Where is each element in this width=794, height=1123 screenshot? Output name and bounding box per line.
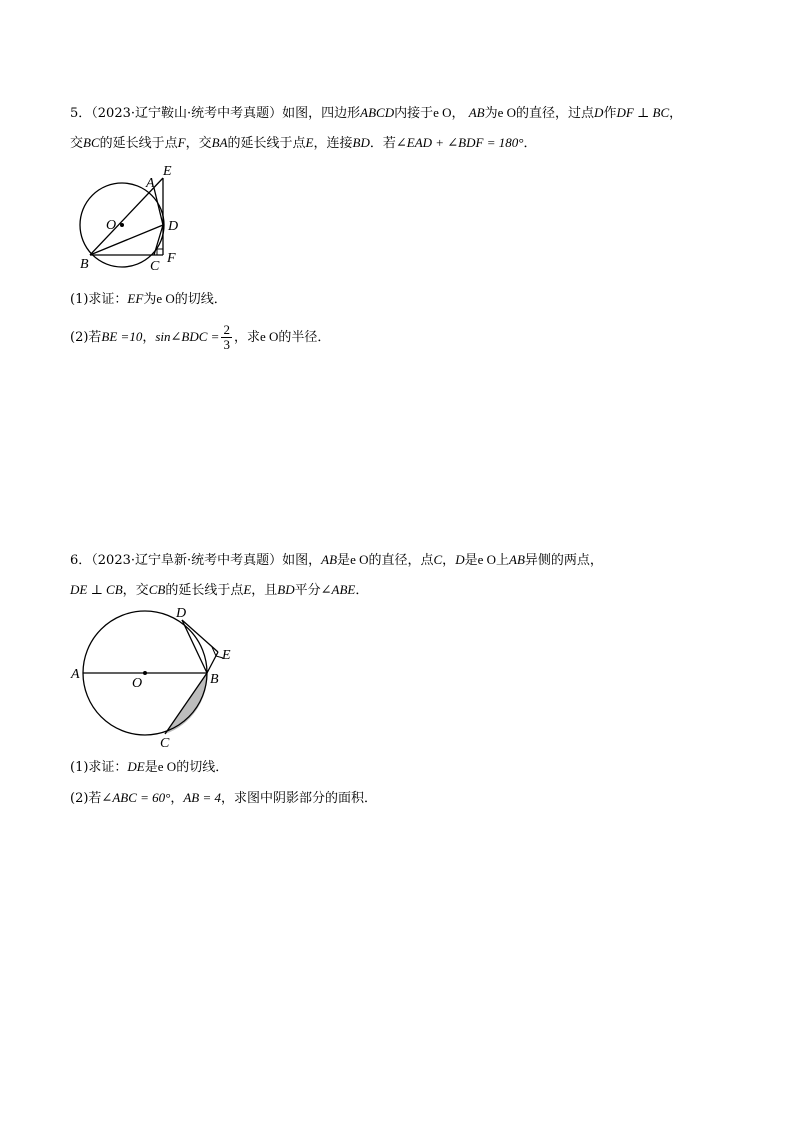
q5-figure — [70, 160, 190, 274]
q5-DF-perp-BC: DF ⊥ BC — [616, 105, 670, 120]
q5-source: （2023·辽宁鞍山·统考中考真题） — [91, 106, 283, 121]
q6-text: 平分 — [294, 583, 321, 598]
q5-ABCD: ABCD — [360, 105, 395, 120]
q5-number: 5． — [70, 106, 92, 121]
q5-F: F — [177, 135, 186, 150]
q6-text: (1)求证： — [70, 760, 128, 775]
q5-label-C: C — [150, 259, 160, 274]
q5-fraction-numerator: 2 — [223, 322, 230, 337]
q5-text: 作 — [603, 106, 617, 121]
q6-text: ， — [170, 791, 184, 806]
q5-BC: BC — [83, 135, 100, 150]
q5-angle-expression: ∠EAD + ∠BDF = 180° — [395, 135, 524, 150]
q6-line-2 — [70, 580, 368, 601]
q6-number: 6． — [70, 553, 92, 568]
q5-D: D — [594, 105, 604, 120]
q6-E: E — [243, 582, 252, 597]
q6-CB: CB — [148, 582, 166, 597]
q6-angle-ABC-equation: ∠ABC = 60° — [101, 790, 171, 805]
q6-angle-ABE: ∠ABE — [320, 582, 356, 597]
circle-o-symbol: e O — [157, 759, 177, 774]
q6-text: ． — [355, 583, 369, 598]
q6-text: 是 — [337, 553, 351, 568]
q6-part-2 — [70, 788, 377, 809]
q5-line-2 — [70, 133, 536, 154]
q5-label-E: E — [163, 164, 172, 179]
q5-BD: BD — [352, 135, 370, 150]
q5-text: 为 — [484, 106, 498, 121]
q6-C: C — [433, 552, 443, 567]
circle-o-symbol: e O — [497, 105, 517, 120]
q6-segment-BD — [182, 620, 207, 673]
q6-figure — [70, 605, 245, 755]
q5-text: 如图，四边形 — [282, 106, 361, 121]
q5-text: ，连接 — [313, 136, 353, 151]
q5-segment-BD — [90, 225, 163, 255]
q6-source: （2023·辽宁阜新·统考中考真题） — [91, 553, 283, 568]
q6-label-B: B — [210, 672, 219, 687]
q5-segment-AD — [154, 188, 163, 225]
q5-right-angle-mark — [157, 249, 163, 255]
q5-text: ． — [523, 136, 537, 151]
q5-text: 的延长线于点 — [227, 136, 306, 151]
q5-part-2 — [70, 322, 330, 353]
q5-sin-expression: sin∠BDC = — [155, 329, 220, 344]
q5-EF: EF — [127, 291, 144, 306]
q6-text: 是 — [144, 760, 158, 775]
q5-label-D: D — [168, 219, 179, 234]
q5-label-A: A — [146, 176, 155, 191]
q5-label-O: O — [106, 218, 117, 233]
q5-text: 交 — [70, 136, 84, 151]
q6-text: 的直径，点 — [368, 553, 434, 568]
q6-center-point — [143, 671, 147, 675]
q5-text: ．若 — [369, 136, 396, 151]
q5-part-1 — [70, 289, 227, 310]
q5-fraction-denominator: 3 — [223, 337, 230, 352]
q6-AB: AB — [509, 552, 525, 567]
q6-DE: DE — [127, 759, 145, 774]
q6-text: 的延长线于点 — [165, 583, 244, 598]
q5-text: 内接于 — [394, 106, 434, 121]
q6-label-A: A — [71, 667, 80, 682]
circle-o-symbol: e O — [350, 552, 369, 567]
q5-text: 的切线． — [174, 292, 227, 307]
q5-text: ，求 — [233, 330, 260, 345]
circle-o-symbol: e O — [156, 291, 175, 306]
q5-text: ，交 — [185, 136, 212, 151]
q5-BE-equation: BE =10 — [101, 329, 143, 344]
q6-text: 上 — [496, 553, 510, 568]
q6-DE-perp-CB: DE ⊥ CB — [70, 582, 123, 597]
q5-E: E — [305, 135, 314, 150]
q6-segment-BC — [165, 673, 207, 734]
q6-text: 如图， — [282, 553, 322, 568]
q6-label-D: D — [176, 606, 187, 621]
q6-text: 是 — [464, 553, 478, 568]
q6-part-1 — [70, 757, 228, 778]
q5-label-B: B — [80, 257, 89, 272]
q6-text: 异侧的两点， — [524, 553, 603, 568]
q6-label-E: E — [222, 648, 231, 663]
q5-text: 的半径． — [278, 330, 331, 345]
q6-BD: BD — [277, 582, 295, 597]
q6-line-1 — [70, 550, 603, 571]
q6-text: ，且 — [251, 583, 278, 598]
q6-label-C: C — [160, 736, 170, 751]
q5-BA: BA — [211, 135, 228, 150]
q6-label-O: O — [132, 676, 143, 691]
q6-text: ，交 — [122, 583, 149, 598]
q6-text: (2)若 — [70, 791, 102, 806]
q6-D: D — [455, 552, 465, 567]
q5-text: (2)若 — [70, 330, 102, 345]
q5-label-F: F — [167, 251, 176, 266]
q5-center-point — [120, 223, 124, 227]
q5-text: 的延长线于点 — [99, 136, 178, 151]
q5-line-1 — [70, 103, 682, 124]
q5-text: ， — [142, 330, 156, 345]
q5-text: (1)求证： — [70, 292, 128, 307]
q5-text: 的直径，过点 — [516, 106, 595, 121]
circle-o-symbol: e O — [477, 552, 497, 567]
q5-text: 为 — [143, 292, 157, 307]
q6-text: ，求图中阴影部分的面积． — [221, 791, 378, 806]
circle-o-symbol: e O — [259, 329, 279, 344]
q6-AB: AB — [321, 552, 338, 567]
circle-o-symbol: e O — [433, 105, 452, 120]
q5-text: ， — [451, 106, 465, 121]
q6-text: 的切线． — [176, 760, 229, 775]
q5-fraction — [221, 323, 232, 352]
q5-AB: AB — [468, 105, 485, 120]
q6-text: ， — [442, 553, 456, 568]
q6-segment-BE — [207, 652, 218, 673]
q6-AB-equation: AB = 4 — [183, 790, 222, 805]
q5-text: ， — [669, 106, 683, 121]
